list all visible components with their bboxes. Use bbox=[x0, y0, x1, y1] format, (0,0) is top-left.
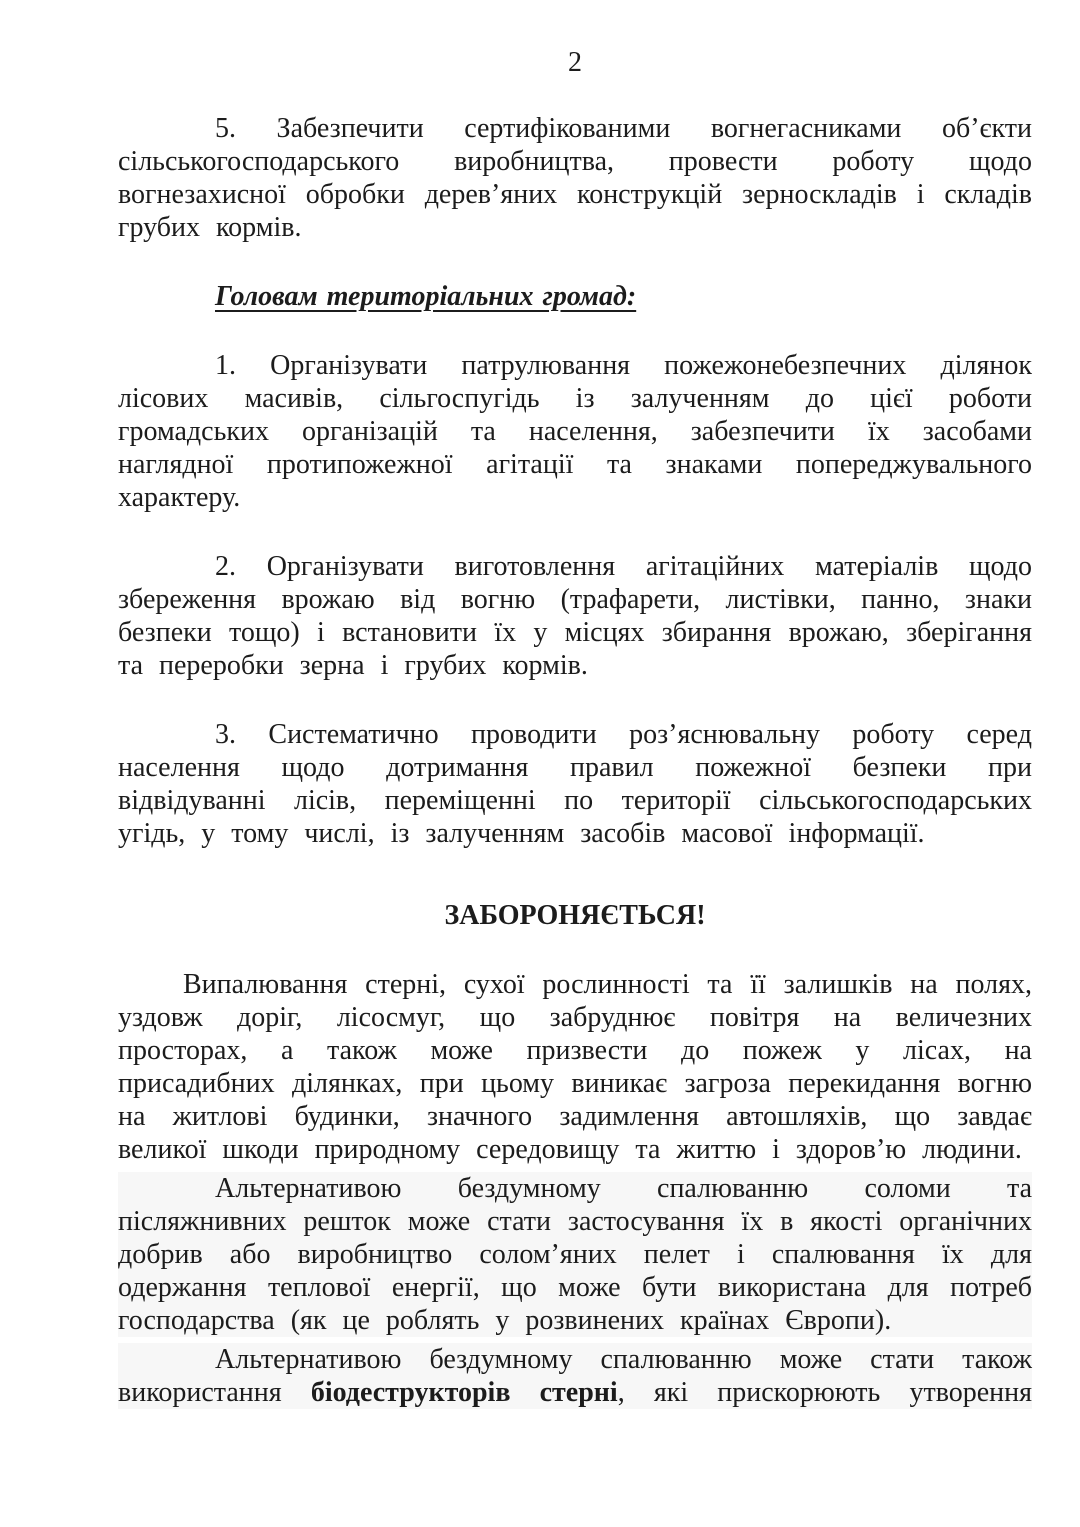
section-heading-heads-of-communities bbox=[118, 280, 1032, 313]
text-run: 1. Організувати патрулювання пожежонебезпечних ділянок лісових масивів, сільгоспугідь із залученням до цієї роботи громадських організацій та населення, забезпечити їх засобами наглядної протипожежної агітації та знаками попереджувального характеру. bbox=[118, 350, 1032, 513]
text-run: 3. Систематично проводити роз’яснювальну роботу серед населення щодо дотримання правил пожежної безпеки при відвідуванні лісів, переміщенні по території сільськогосподарських угідь, у тому числі, із залученням засобів масової інформації. bbox=[118, 719, 1032, 849]
text-run: Головам територіальних громад: bbox=[215, 281, 637, 312]
text-run: Випалювання стерні, сухої рослинності та її залишків на полях, уздовж доріг, лісосмуг, що забруднює повітря на величезних просторах, а також може призвести до пожеж у лісах, на присадибних ділянках, при цьому виникає загроза перекидання вогню на житлові будинки, значного задимлення автошляхів, що завдає великої шкоди природному середовищу та життю і здоров’ю людини. bbox=[118, 969, 1032, 1165]
warning-heading-prohibited bbox=[118, 899, 1032, 932]
paragraph-item-2 bbox=[118, 550, 1032, 682]
paragraph-alternative-biodestructors bbox=[118, 1343, 1032, 1409]
bold-term: біодеструкторів стерні bbox=[310, 1377, 618, 1408]
text-run: ЗАБОРОНЯЄТЬСЯ! bbox=[444, 900, 706, 931]
paragraph-item-3 bbox=[118, 718, 1032, 850]
text-run: Альтернативою бездумному спалюванню може стати також використання bbox=[118, 1344, 1032, 1408]
paragraph-alternative-straw bbox=[118, 1172, 1032, 1337]
page-number: 2 bbox=[568, 47, 582, 78]
document-blocks bbox=[118, 112, 1032, 1409]
text-run: Альтернативою бездумному спалюванню соломи та післяжнивних решток може стати застосування їх в якості органічних добрив або виробництво солом’яних пелет і спалювання їх для одержання теплової енергії, що може бути використана для потреб господарства (як це роблять у розвинених країнах Європи). bbox=[118, 1173, 1032, 1336]
text-run: 2. Організувати виготовлення агітаційних матеріалів щодо збереження врожаю від вогню (трафарети, листівки, панно, знаки безпеки тощо) і встановити їх у місцях збирання врожаю, зберігання та переробки зерна і грубих кормів. bbox=[118, 551, 1032, 681]
paragraph-stubble-burning bbox=[118, 968, 1032, 1166]
text-run: 5. Забезпечити сертифікованими вогнегасниками об’єкти сільськогосподарського виробництва, провести роботу щодо вогнезахисної обробки дерев’яних конструкцій зерноскладів і складів грубих кормів. bbox=[118, 113, 1032, 243]
paragraph-item-1 bbox=[118, 349, 1032, 514]
paragraph-item-5 bbox=[118, 112, 1032, 244]
text-run: , які прискорюють утворення bbox=[617, 1377, 1033, 1408]
